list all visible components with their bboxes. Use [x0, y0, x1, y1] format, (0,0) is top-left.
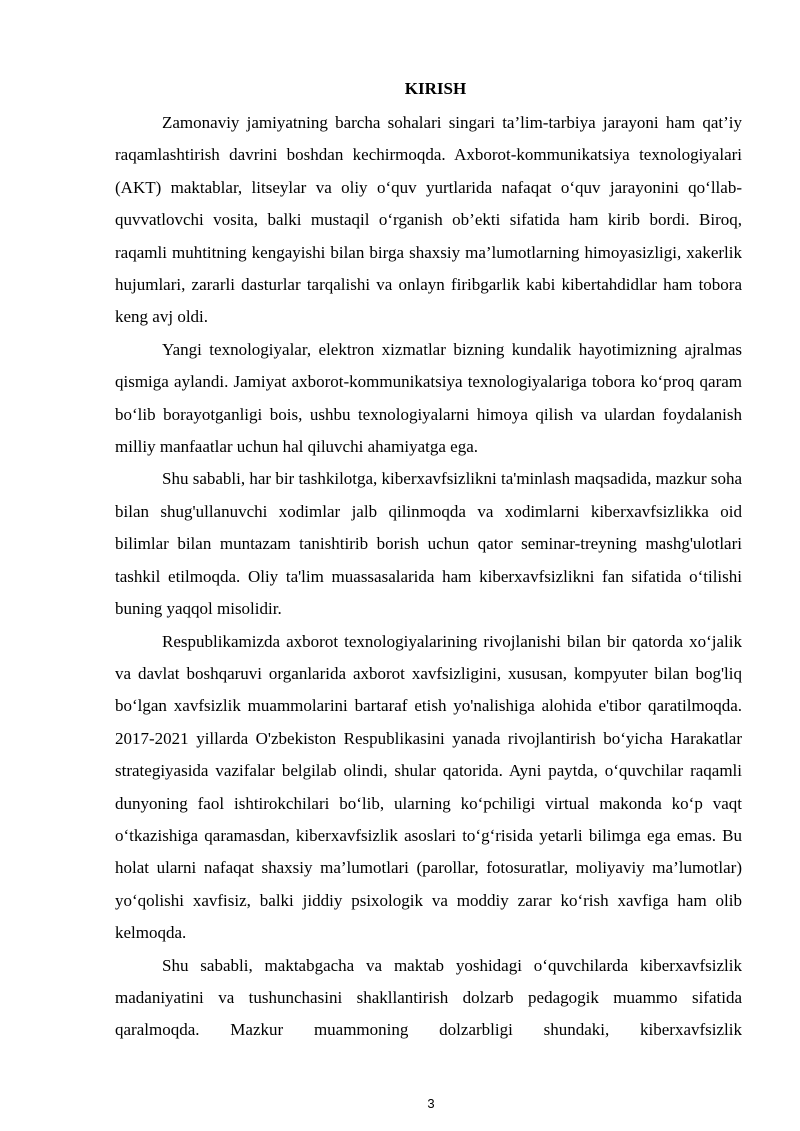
- page-body: [115, 75, 742, 1047]
- paragraph-3: Shu sababli, har bir tashkilotga, kiberxavfsizlikni ta'minlash maqsadida, mazkur soha bilan shug'ullanuvchi xodimlar jalb qilinmoqda va xodimlarni kiberxavfsizlikka oid bilimlar bilan muntazam tanishtirib borish uchun qator seminar-treyning mashg'ulotlari tashkil etilmoqda. Oliy ta'lim muassasalarida ham kiberxavfsizlikni fan sifatida o‘tilishi buning yaqqol misolidir.: [115, 469, 742, 619]
- page-number: 3: [427, 1096, 435, 1111]
- paragraph-2: Yangi texnologiyalar, elektron xizmatlar bizning kundalik hayotimizning ajralmas qismiga aylandi. Jamiyat axborot-kommunikatsiya texnologiyalariga tobora ko‘proq qaram bo‘lib borayotganligi bois, ushbu texnologiyalarni himoya qilish va ulardan foydalanish milliy manfaatlar uchun hal qiluvchi ahamiyatga ega.: [115, 339, 742, 457]
- paragraph-5: Shu sababli, maktabgacha va maktab yoshidagi o‘quvchilarda kiberxavfsizlik madaniyatini va tushunchasini shakllantirish dolzarb pedagogik muammo sifatida qaralmoqda. Mazkur muammoning dolzarbligi shundaki, kiberxavfsizlik: [115, 955, 742, 1040]
- page-title: KIRISH: [404, 79, 467, 98]
- paragraph-1: Zamonaviy jamiyatning barcha sohalari singari ta’lim-tarbiya jarayoni ham qat’iy raqamlashtirish davrini boshdan kechirmoqda. Axborot-kommunikatsiya texnologiyalari (AKT) maktablar, litseylar va oliy o‘quv yurtlarida nafaqat o‘quv jarayonini qo‘llab-quvvatlovchi vosita, balki mustaqil o‘rganish ob’ekti sifatida ham kirib bordi. Biroq, raqamli muhtitning kengayishi bilan birga shaxsiy ma’lumotlarning himoyasizligi, xakerlik hujumlari, zararli dasturlar tarqalishi va onlayn firibgarlik kabi kibertahdidlar ham tobora keng avj oldi.: [115, 113, 742, 327]
- paragraph-4: Respublikamizda axborot texnologiyalarining rivojlanishi bilan bir qatorda xo‘jalik va davlat boshqaruvi organlarida axborot xavfsizligini, xususan, kompyuter bilan bog'liq bo‘lgan xavfsizlik muammolarini bartaraf etish yo'nalishiga alohida e'tibor qaratilmoqda. 2017-2021 yillarda O'zbekiston Respublikasini yanada rivojlantirish bo‘yicha Harakatlar strategiyasida vazifalar belgilab olindi, shular qatorida. Ayni paytda, o‘quvchilar raqamli dunyoning faol ishtirokchilari bo‘lib, ularning ko‘pchiligi virtual makonda ko‘p vaqt o‘tkazishiga qaramasdan, kiberxavfsizlik asoslari to‘g‘risida yetarli bilimga ega emas. Bu holat ularni nafaqat shaxsiy ma’lumotlari (parollar, fotosuratlar, moliyaviy ma’lumotlar) yo‘qolishi xavfisiz, balki jiddiy psixologik va moddiy zarar ko‘rish xavfiga ham olib kelmoqda.: [115, 631, 742, 943]
